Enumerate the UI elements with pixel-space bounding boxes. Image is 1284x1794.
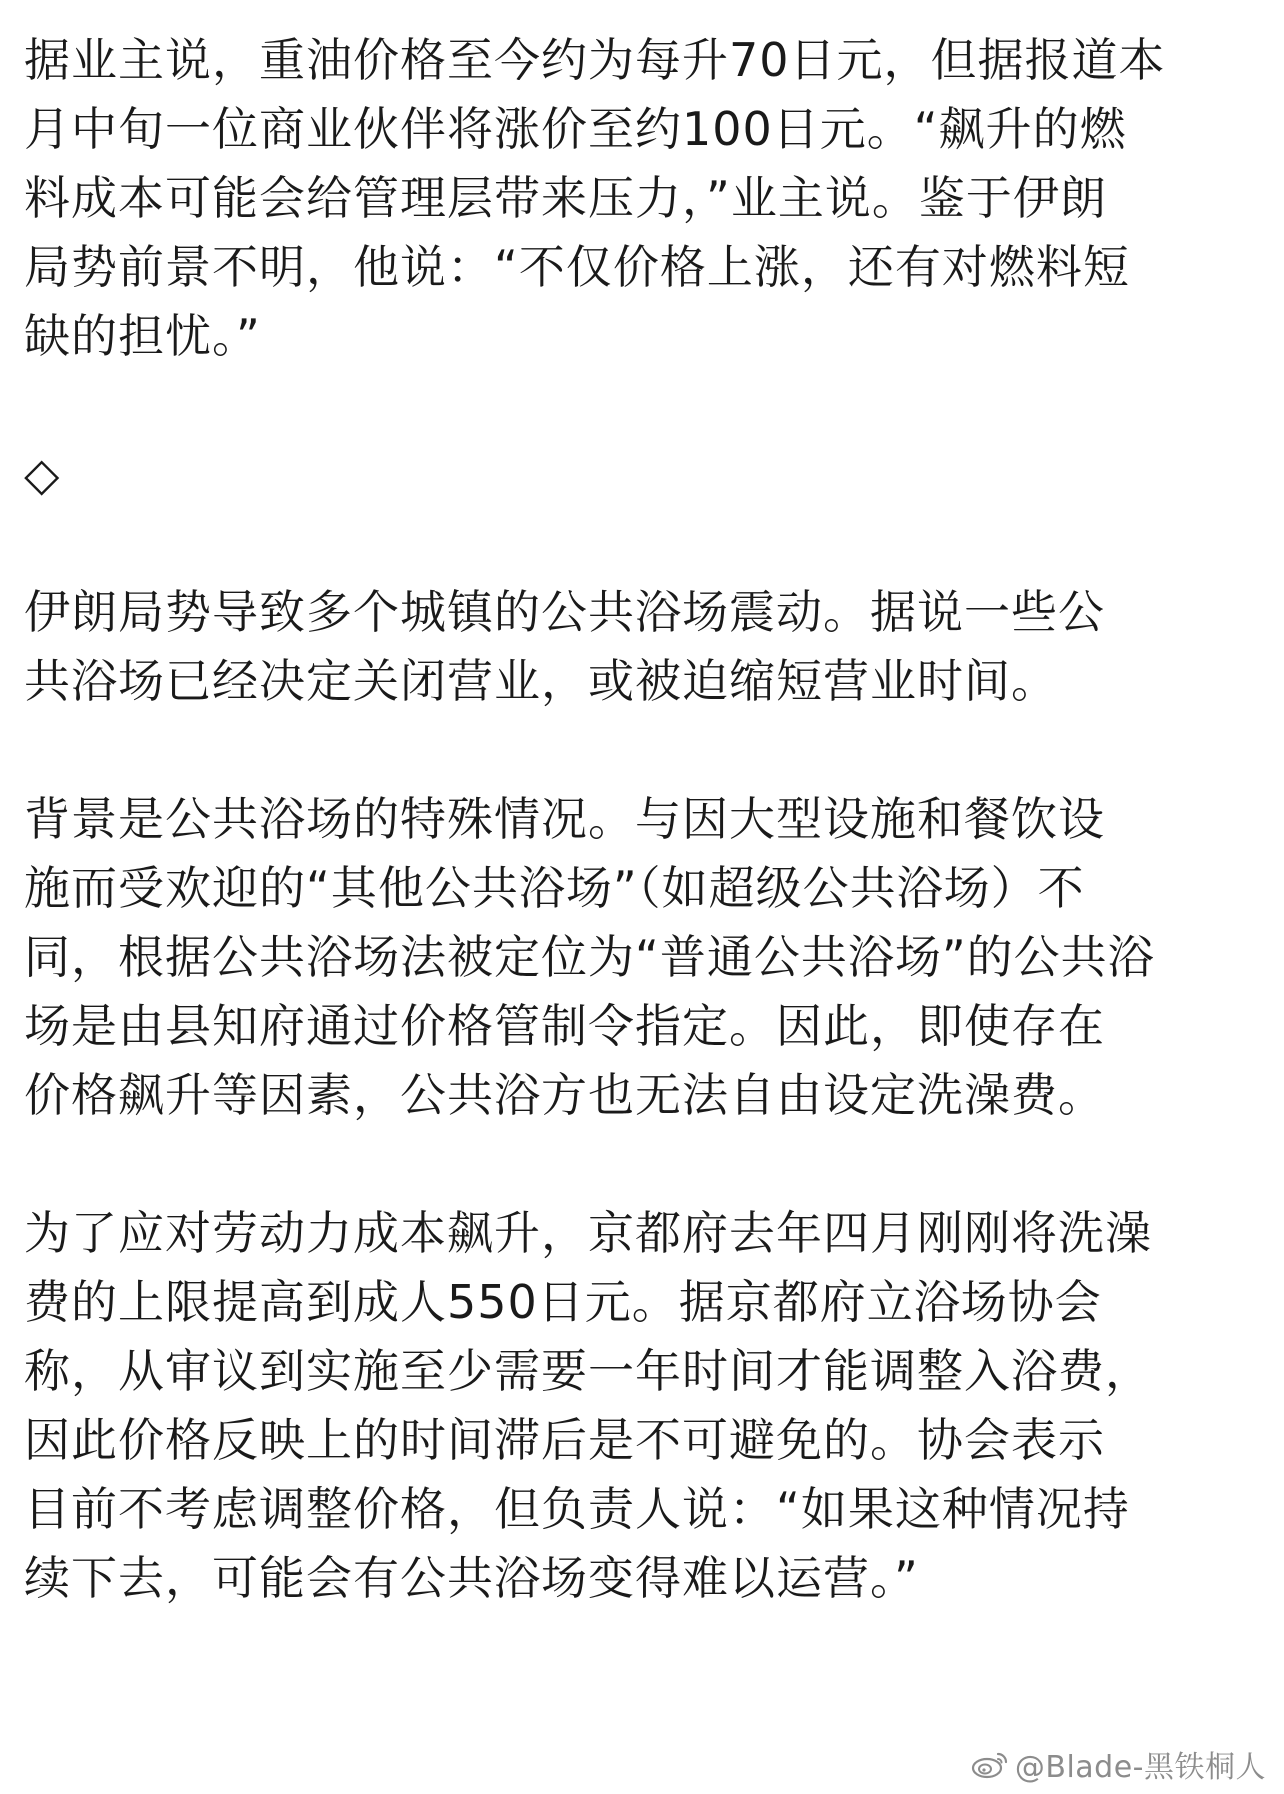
paragraph-gap xyxy=(24,716,1234,785)
paragraph-background: 背景是公共浴场的特殊情况。与因大型设施和餐饮设 施而受欢迎的“其他公共浴场”（如超级公共浴场）不 同，根据公共浴场法被定位为“普通公共浴场”的公共浴 场是由县知府通过价格管制令指定。因此，即使存在 价格飙升等因素，公共浴方也无法自由设定洗澡费。 xyxy=(24,792,1155,1122)
paragraph-kyoto-price-cap: 为了应对劳动力成本飙升，京都府去年四月刚刚将洗澡 费的上限提高到成人550日元。据京都府立浴场协会 称，从审议到实施至少需要一年时间才能调整入浴费， 因此价格反映上的时间滞后是不可避免的。协会表示 目前不考虑调整价格，但负责人说：“如果这种情况持 续下去，可能会有公共浴场变得难以运营。” xyxy=(24,1206,1152,1605)
watermark-text: @Blade-黑铁桐人 xyxy=(1014,1750,1266,1785)
article-body xyxy=(24,26,1234,1613)
paragraph-fuel-price: 据业主说，重油价格至今约为每升70日元，但据报道本 月中旬一位商业伙伴将涨价至约100日元。“飙升的燃 料成本可能会给管理层带来压力，”业主说。鉴于伊朗 局势前景不明，他说：“不仅价格上涨，还有对燃料短 缺的担忧。” xyxy=(24,33,1166,363)
weibo-icon xyxy=(971,1749,1009,1779)
watermark xyxy=(971,1742,1266,1786)
paragraph-gap xyxy=(24,1130,1234,1199)
paragraph-bathhouse-impact: 伊朗局势导致多个城镇的公共浴场震动。据说一些公 共浴场已经决定关闭营业，或被迫缩短营业时间。 xyxy=(24,585,1105,708)
section-divider-diamond: ◇ xyxy=(24,447,61,501)
paragraph-gap xyxy=(24,509,1234,578)
paragraph-gap xyxy=(24,371,1234,440)
